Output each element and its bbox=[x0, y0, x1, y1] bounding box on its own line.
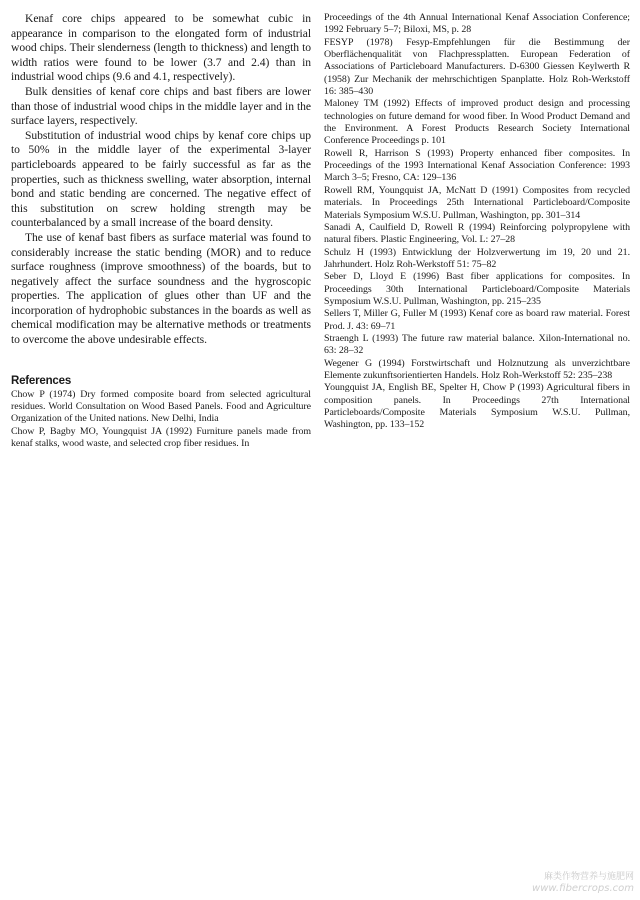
body-paragraph-1: Kenaf core chips appeared to be somewhat cubic in appearance in comparison to the elongated form of industrial wood chips. Their slenderness (length to thickness) and length to width ratios were found to be lower (3.7 and 2.4) than in industrial wood chips (9.6 and 4.1, respectively). bbox=[11, 12, 311, 84]
left-column bbox=[11, 12, 311, 450]
reference-entry: Rowell RM, Youngquist JA, McNatt D (1991) Composites from recycled materials. In Proceedings 25th International Particleboard/Composite Materials Symposium W.S.U. Pullman, Washington, pp. 301–314 bbox=[324, 184, 630, 221]
body-paragraph-2: Bulk densities of kenaf core chips and bast fibers are lower than those of industrial wood chips in the middle layer and in the surface layers, respectively. bbox=[11, 84, 311, 128]
reference-entry: Straengh L (1993) The future raw material balance. Xilon-International no. 63: 28–32 bbox=[324, 332, 630, 357]
reference-entry: Maloney TM (1992) Effects of improved product design and processing technologies on future demand for wood fiber. In Wood Product Demand and the Environment. A Forest Products Research Society International Conference Proceedings p. 101 bbox=[324, 98, 630, 147]
reference-entry: FESYP (1978) Fesyp-Empfehlungen für die Bestimmung der Oberflächenqualität von Flachpressplatten. European Federation of Associations of Particleboard Manufacturers. D-6300 Giessen Keylwerth R (1958) Zur Mechanik der mehrschichtigen Spanplatte. Holz Roh-Werkstoff 16: 385–430 bbox=[324, 36, 630, 98]
reference-entry: Proceedings of the 4th Annual International Kenaf Association Conference; 1992 February 5–7; Biloxi, MS, p. 28 bbox=[324, 12, 630, 36]
body-paragraph-3: Substitution of industrial wood chips by kenaf core chips up to 50% in the middle layer of the experimental 3-layer particleboards appeared to be fairly successful as far as the properties, such as thickness swelling, water absorption, internal bond and static bending are concerned. The negative effect of this substitution on screw holding strength may be counterbalanced by a small increase of the board density. bbox=[11, 128, 311, 230]
reference-entry: Seber D, Lloyd E (1996) Bast fiber applications for composites. In Proceedings 30th International Particleboard/Composite Materials Symposium W.S.U. Pullman, Washington, pp. 215–235 bbox=[324, 271, 630, 307]
reference-entry: Sanadi A, Caulfield D, Rowell R (1994) Reinforcing polypropylene with natural fibers. Plastic Engineering, Vol. L: 27–28 bbox=[324, 221, 630, 246]
reference-entry: Sellers T, Miller G, Fuller M (1993) Kenaf core as board raw material. Forest Prod. J. 43: 69–71 bbox=[324, 308, 630, 332]
reference-entry: Rowell R, Harrison S (1993) Property enhanced fiber composites. In Proceedings of the 1993 International Kenaf Association Conference: 1993 March 3–5; Fresno, CA: 129–136 bbox=[324, 147, 630, 184]
references-heading: References bbox=[11, 374, 72, 387]
body-paragraph-4: The use of kenaf bast fibers as surface material was found to considerably increase the static bending (MOR) and to reduce surface roughness (improve smoothness) of the boards, but to negatively affect the surface soundness and the hygroscopic properties. The application of glues other than UF and the incorporation of hydrophobic substances in the boards as well as chemical modification may be alternative methods or treatments to overcome the above undesirable effects. bbox=[11, 230, 311, 347]
reference-entry: Chow P, Bagby MO, Youngquist JA (1992) Furniture panels made from kenaf stalks, wood waste, and selected crop fiber residues. In bbox=[11, 425, 311, 450]
reference-entry: Wegener G (1994) Forstwirtschaft und Holznutzung als unverzichtbare Elemente zukunftsorientierten Handels. Holz Roh-Werkstoff 52: 235–238 bbox=[324, 357, 630, 381]
watermark-url: www.fibercrops.com bbox=[532, 883, 634, 894]
reference-entry: Schulz H (1993) Entwicklung der Holzverwertung im 19, 20 und 21. Jahrhundert. Holz Roh-Werkstoff 51: 75–82 bbox=[324, 246, 630, 270]
reference-entry: Chow P (1974) Dry formed composite board from selected agricultural residues. World Consultation on Wood Based Panels. Food and Agriculture Organization of the United nations. New Delhi, India bbox=[11, 388, 311, 425]
watermark-chinese-text: 麻类作物营养与施肥网 bbox=[543, 872, 634, 882]
site-watermark bbox=[532, 872, 634, 894]
reference-entry: Youngquist JA, English BE, Spelter H, Chow P (1993) Agricultural fibers in composition panels. In Proceedings 27th International Particleboards/Composite Materials Symposium W.S.U. Pullman, Washington, pp. 133–152 bbox=[324, 382, 630, 431]
right-column bbox=[324, 12, 630, 432]
